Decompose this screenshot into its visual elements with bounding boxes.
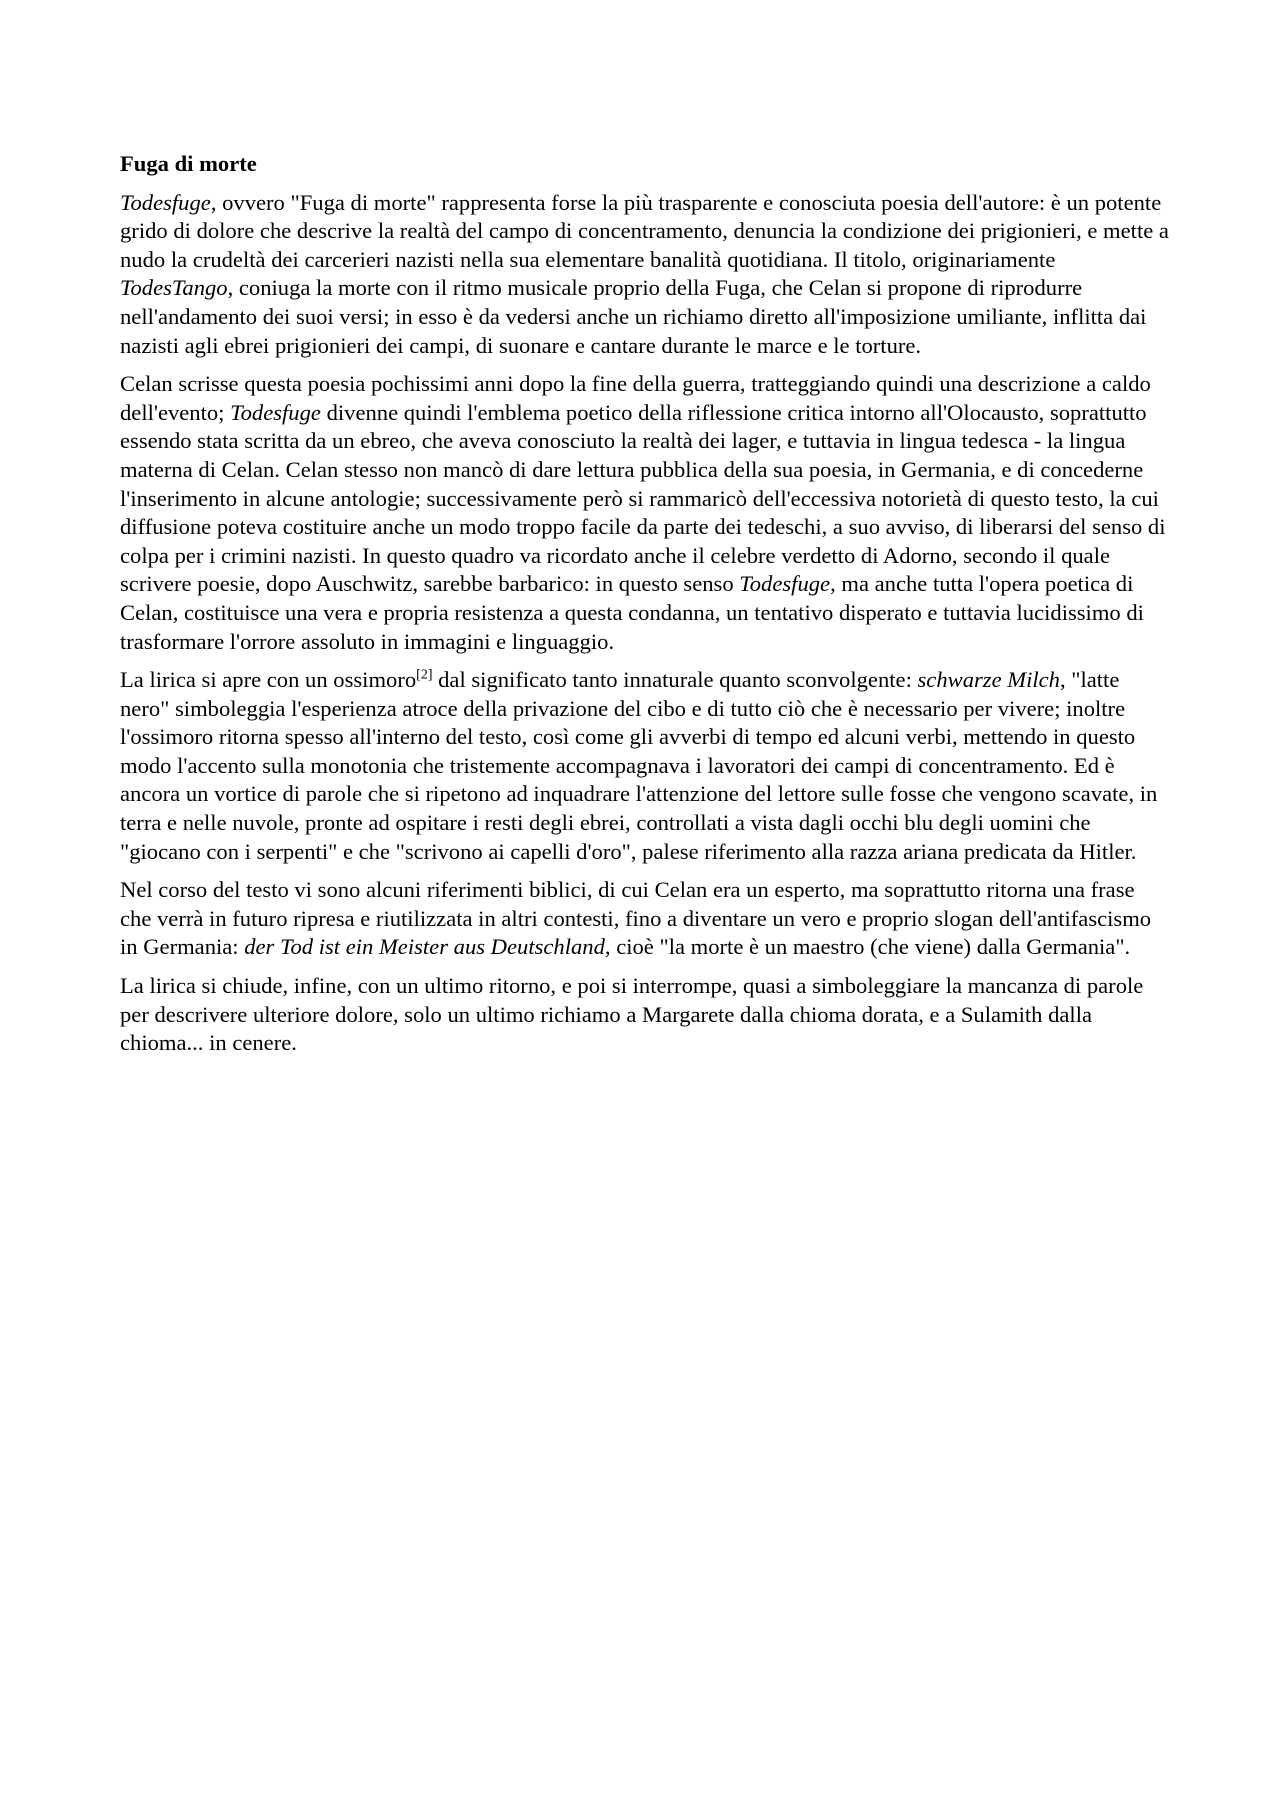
paragraph-2-text-1: Celan scrisse questa poesia pochissimi anni dopo la fine della guerra, tratteggiando quindi una descrizione a caldo dell'evento; <box>120 371 1151 425</box>
paragraph-4-italic-1: der Tod ist ein Meister aus Deutschland <box>244 934 605 960</box>
paragraph-1 <box>120 189 1170 361</box>
paragraph-2-text-2: divenne quindi l'emblema poetico della riflessione critica intorno all'Olocausto, soprattutto essendo stata scritta da un ebreo, che aveva conosciuto la realtà dei lager, e tuttavia in lingua tedesca - la lingua materna di Celan. Celan stesso non mancò di dare lettura pubblica della sua poesia, in Germania, e di concederne l'inserimento in alcune antologie; successivamente però si rammaricò dell'eccessiva notorietà di questo testo, la cui diffusione poteva costituire anche un modo troppo facile da parte dei tedeschi, a suo avviso, di liberarsi del senso di colpa per i crimini nazisti. In questo quadro va ricordato anche il celebre verdetto di Adorno, secondo il quale scrivere poesie, dopo Auschwitz, sarebbe barbarico: in questo senso <box>120 399 1166 597</box>
paragraph-3 <box>120 666 1170 866</box>
footnote-ref-2[interactable]: [2] <box>416 667 433 683</box>
paragraph-2 <box>120 370 1170 656</box>
paragraph-2-italic-2: Todesfuge <box>739 571 831 597</box>
page-title: Fuga di morte <box>120 151 257 176</box>
paragraph-1-italic-2: TodesTango <box>120 275 228 301</box>
paragraph-3-italic-1: schwarze Milch <box>917 667 1060 693</box>
document-page <box>120 150 1170 1068</box>
paragraph-5-text-1: La lirica si chiude, infine, con un ultimo ritorno, e poi si interrompe, quasi a simboleggiare la mancanza di parole per descrivere ulteriore dolore, solo un ultimo richiamo a Margarete dalla chioma dorata, e a Sulamith dalla chioma... in cenere. <box>120 973 1144 1056</box>
paragraph-4-text-2: , cioè "la morte è un maestro (che viene) dalla Germania". <box>604 934 1131 960</box>
paragraph-2-italic-1: Todesfuge <box>230 399 321 425</box>
paragraph-4 <box>120 876 1170 962</box>
paragraph-4-text-1: Nel corso del testo vi sono alcuni riferimenti biblici, di cui Celan era un esperto, ma soprattutto ritorna una frase che verrà in futuro ripresa e riutilizzata in altri contesti, fino a diventare un vero e proprio slogan dell'antifascismo in Germania: <box>120 877 1152 960</box>
paragraph-5 <box>120 972 1170 1058</box>
paragraph-3-text-2: dal significato tanto innaturale quanto sconvolgente: <box>432 667 918 693</box>
paragraph-3-text-1: La lirica si apre con un ossimoro <box>120 667 417 693</box>
paragraph-1-text-2: , coniuga la morte con il ritmo musicale proprio della Fuga, che Celan si propone di riprodurre nell'andamento dei suoi versi; in esso è da vedersi anche un richiamo diretto all'imposizione umiliante, inflitta dai nazisti agli ebrei prigionieri dei campi, di suonare e cantare durante le marce e le torture. <box>120 275 1147 358</box>
paragraph-2-text-3: , ma anche tutta l'opera poetica di Celan, costituisce una vera e propria resistenza a questa condanna, un tentativo disperato e tuttavia lucidissimo di trasformare l'orrore assoluto in immagini e linguaggio. <box>120 571 1144 654</box>
paragraph-1-italic-1: Todesfuge <box>120 189 211 215</box>
paragraph-3-text-3: , "latte nero" simboleggia l'esperienza atroce della privazione del cibo e di tutto ciò che è necessario per vivere; inoltre l'ossimoro ritorna spesso all'interno del testo, così come gli avverbi di tempo ed alcuni verbi, mettendo in questo modo l'accento sulla monotonia che tristemente accompagnava i lavoratori dei campi di concentramento. Ed è ancora un vortice di parole che si ripetono ad inquadrare l'attenzione del lettore sulle fosse che vengono scavate, in terra e nelle nuvole, pronte ad ospitare i resti degli ebrei, controllati a vista dagli occhi blu degli uomini che "giocano con i serpenti" e che "scrivono ai capelli d'oro", palese riferimento alla razza ariana predicata da Hitler. <box>120 667 1158 864</box>
paragraph-1-text-1: , ovvero "Fuga di morte" rappresenta forse la più trasparente e conosciuta poesia dell'autore: è un potente grido di dolore che descrive la realtà del campo di concentramento, denuncia la condizione dei prigionieri, e mette a nudo la crudeltà dei carcerieri nazisti nella sua elementare banalità quotidiana. Il titolo, originariamente <box>120 189 1169 272</box>
